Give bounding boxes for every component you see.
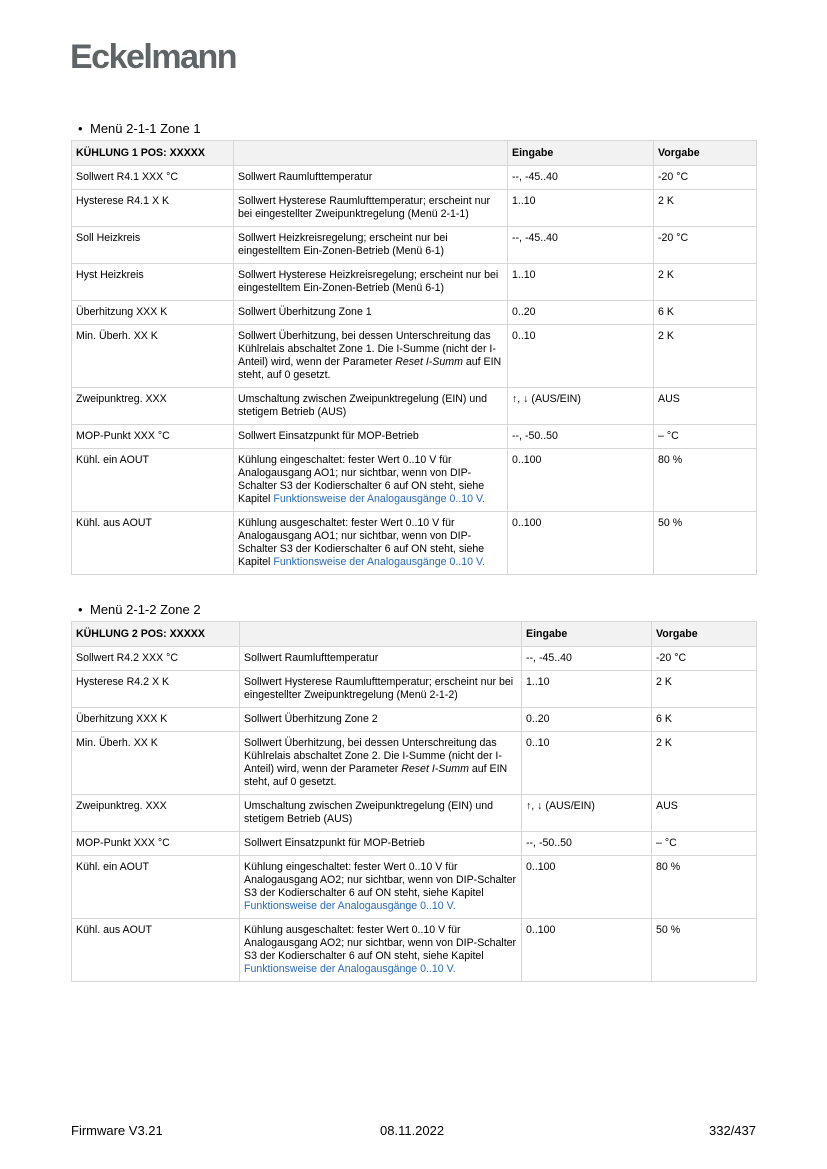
description-text: Kühlung eingeschaltet: fester Wert 0..10 V für Analogausgang AO1; nur sichtbar, wenn von DIP-Schalter S3 der Kodierschalter 6 auf ON steht, siehe Kapitel [238, 454, 485, 505]
section-heading-text: Menü 2-1-1 Zone 1 [90, 121, 201, 136]
header-default: Vorgabe [652, 622, 757, 647]
param-description [234, 512, 508, 575]
description-text: auf EIN steht, auf 0 gesetzt. [244, 763, 508, 788]
table-row [72, 264, 757, 301]
param-name: Hysterese R4.1 X K [72, 190, 234, 227]
param-default: 6 K [652, 708, 757, 732]
param-name: Hysterese R4.2 X K [72, 671, 240, 708]
description-text: Sollwert Überhitzung, bei dessen Unterschreitung das Kühlrelais abschaltet Zone 2. Die I-Summe (nicht der I-Anteil) wird, wenn der Parameter [244, 737, 502, 775]
param-input-range: 0..20 [508, 301, 654, 325]
table-row [72, 856, 757, 919]
param-name: Min. Überh. XX K [72, 732, 240, 795]
table-header-row [72, 622, 757, 647]
param-description: Sollwert Überhitzung Zone 2 [240, 708, 522, 732]
param-description: Sollwert Einsatzpunkt für MOP-Betrieb [234, 425, 508, 449]
param-input-range: --, -50..50 [508, 425, 654, 449]
header-title: KÜHLUNG 1 POS: XXXXX [72, 141, 234, 166]
footer-date: 08.11.2022 [380, 1123, 445, 1138]
param-description: Sollwert Hysterese Raumlufttemperatur; erscheint nur bei eingestellter Zweipunktregelung (Menü 2-1-2) [240, 671, 522, 708]
param-name: Zweipunktreg. XXX [72, 795, 240, 832]
table-row [72, 832, 757, 856]
param-input-range: 0..10 [522, 732, 652, 795]
param-input-range: 0..100 [522, 919, 652, 982]
param-input-range: 0..100 [508, 449, 654, 512]
param-default: 50 % [654, 512, 757, 575]
param-name: Min. Überh. XX K [72, 325, 234, 388]
table-row [72, 647, 757, 671]
table-row [72, 227, 757, 264]
param-input-range: ↑, ↓ (AUS/EIN) [522, 795, 652, 832]
parameter-reference: Reset I-Summ [401, 763, 469, 775]
bullet-icon: • [78, 121, 83, 136]
param-name: Kühl. aus AOUT [72, 919, 240, 982]
param-default: -20 °C [654, 166, 757, 190]
header-description [240, 622, 522, 647]
param-input-range: 1..10 [508, 190, 654, 227]
param-input-range: 0..10 [508, 325, 654, 388]
table-row [72, 166, 757, 190]
zone-2-parameter-table [71, 621, 757, 982]
chapter-link[interactable]: Funktionsweise der Analogausgänge 0..10 V. [244, 900, 456, 912]
param-default: AUS [654, 388, 757, 425]
table-row [72, 919, 757, 982]
table-row [72, 388, 757, 425]
param-default: 6 K [654, 301, 757, 325]
param-name: MOP-Punkt XXX °C [72, 425, 234, 449]
description-text: Kühlung eingeschaltet: fester Wert 0..10 V für Analogausgang AO2; nur sichtbar, wenn von DIP-Schalter S3 der Kodierschalter 6 auf ON steht, siehe Kapitel [244, 861, 517, 899]
param-default: 80 % [654, 449, 757, 512]
eckelmann-logo: Eckelmann [70, 38, 237, 76]
param-description [234, 449, 508, 512]
footer-page-number: 332/437 [709, 1123, 756, 1138]
description-text: Kühlung ausgeschaltet: fester Wert 0..10 V für Analogausgang AO1; nur sichtbar, wenn von DIP-Schalter S3 der Kodierschalter 6 auf ON steht, siehe Kapitel [238, 517, 485, 568]
description-text: auf EIN steht, auf 0 gesetzt. [238, 356, 502, 381]
chapter-link[interactable]: Funktionsweise der Analogausgänge 0..10 V. [273, 493, 485, 505]
description-text: Kühlung ausgeschaltet: fester Wert 0..10 V für Analogausgang AO2; nur sichtbar, wenn von DIP-Schalter S3 der Kodierschalter 6 auf ON steht, siehe Kapitel [244, 924, 517, 962]
param-default: 2 K [652, 671, 757, 708]
param-description: Sollwert Hysterese Raumlufttemperatur; erscheint nur bei eingestellter Zweipunktregelung (Menü 2-1-1) [234, 190, 508, 227]
param-default: – °C [652, 832, 757, 856]
param-input-range: 0..20 [522, 708, 652, 732]
param-input-range: 0..100 [508, 512, 654, 575]
param-description [240, 919, 522, 982]
param-input-range: 1..10 [522, 671, 652, 708]
param-input-range: --, -45..40 [522, 647, 652, 671]
param-description: Sollwert Hysterese Heizkreisregelung; erscheint nur bei eingestelltem Ein-Zonen-Betrieb (Menü 6-1) [234, 264, 508, 301]
param-default: -20 °C [654, 227, 757, 264]
param-name: Sollwert R4.1 XXX °C [72, 166, 234, 190]
param-name: Hyst Heizkreis [72, 264, 234, 301]
header-title: KÜHLUNG 2 POS: XXXXX [72, 622, 240, 647]
table-row [72, 301, 757, 325]
chapter-link[interactable]: Funktionsweise der Analogausgänge 0..10 V. [244, 963, 456, 975]
table-row [72, 325, 757, 388]
param-name: Überhitzung XXX K [72, 301, 234, 325]
table-row [72, 512, 757, 575]
param-input-range: --, -50..50 [522, 832, 652, 856]
param-default: – °C [654, 425, 757, 449]
table-row [72, 671, 757, 708]
param-name: Kühl. ein AOUT [72, 856, 240, 919]
param-default: -20 °C [652, 647, 757, 671]
param-input-range: ↑, ↓ (AUS/EIN) [508, 388, 654, 425]
param-default: 80 % [652, 856, 757, 919]
header-description [234, 141, 508, 166]
table-row [72, 732, 757, 795]
param-input-range: 0..100 [522, 856, 652, 919]
bullet-icon: • [78, 602, 83, 617]
param-description: Umschaltung zwischen Zweipunktregelung (EIN) und stetigem Betrieb (AUS) [240, 795, 522, 832]
param-name: Kühl. ein AOUT [72, 449, 234, 512]
table-row [72, 425, 757, 449]
table-row [72, 795, 757, 832]
param-description: Sollwert Einsatzpunkt für MOP-Betrieb [240, 832, 522, 856]
param-name: Sollwert R4.2 XXX °C [72, 647, 240, 671]
section-heading-zone-2 [78, 602, 201, 618]
param-description: Sollwert Raumlufttemperatur [240, 647, 522, 671]
param-description [240, 856, 522, 919]
header-input: Eingabe [508, 141, 654, 166]
param-default: AUS [652, 795, 757, 832]
param-default: 2 K [654, 325, 757, 388]
table-row [72, 449, 757, 512]
param-description: Sollwert Raumlufttemperatur [234, 166, 508, 190]
param-input-range: 1..10 [508, 264, 654, 301]
param-name: Überhitzung XXX K [72, 708, 240, 732]
chapter-link[interactable]: Funktionsweise der Analogausgänge 0..10 V. [273, 556, 485, 568]
section-heading-zone-1 [78, 121, 201, 137]
param-name: Zweipunktreg. XXX [72, 388, 234, 425]
param-description [234, 325, 508, 388]
parameter-reference: Reset I-Summ [395, 356, 463, 368]
section-heading-text: Menü 2-1-2 Zone 2 [90, 602, 201, 617]
param-description: Sollwert Überhitzung Zone 1 [234, 301, 508, 325]
table-row [72, 190, 757, 227]
header-input: Eingabe [522, 622, 652, 647]
param-default: 2 K [652, 732, 757, 795]
param-default: 2 K [654, 190, 757, 227]
param-description: Sollwert Heizkreisregelung; erscheint nur bei eingestelltem Ein-Zonen-Betrieb (Menü 6-1) [234, 227, 508, 264]
description-text: Sollwert Überhitzung, bei dessen Unterschreitung das Kühlrelais abschaltet Zone 1. Die I-Summe (nicht der I-Anteil) wird, wenn der Parameter [238, 330, 496, 368]
param-name: MOP-Punkt XXX °C [72, 832, 240, 856]
param-default: 2 K [654, 264, 757, 301]
param-description: Umschaltung zwischen Zweipunktregelung (EIN) und stetigem Betrieb (AUS) [234, 388, 508, 425]
table-row [72, 708, 757, 732]
param-input-range: --, -45..40 [508, 227, 654, 264]
param-description [240, 732, 522, 795]
param-input-range: --, -45..40 [508, 166, 654, 190]
param-name: Kühl. aus AOUT [72, 512, 234, 575]
param-name: Soll Heizkreis [72, 227, 234, 264]
table-header-row [72, 141, 757, 166]
param-default: 50 % [652, 919, 757, 982]
footer-firmware: Firmware V3.21 [71, 1123, 163, 1138]
header-default: Vorgabe [654, 141, 757, 166]
zone-1-parameter-table [71, 140, 757, 575]
